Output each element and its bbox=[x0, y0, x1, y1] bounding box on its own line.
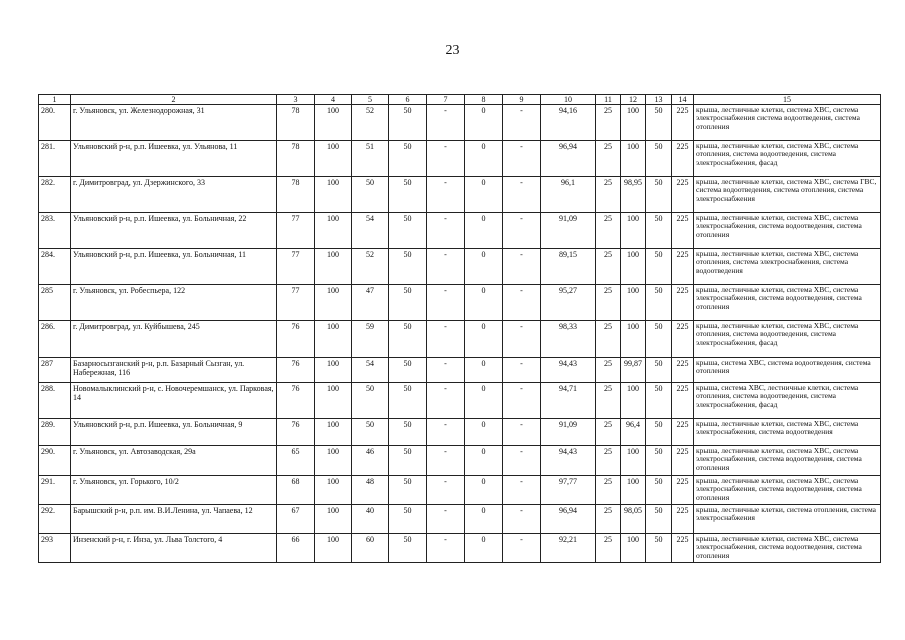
value-cell: 25 bbox=[596, 141, 621, 177]
value-cell: - bbox=[503, 105, 541, 141]
value-cell: 25 bbox=[596, 105, 621, 141]
value-cell: 78 bbox=[277, 141, 315, 177]
value-cell: - bbox=[503, 534, 541, 563]
value-cell: 91,09 bbox=[541, 213, 596, 249]
value-cell: 78 bbox=[277, 105, 315, 141]
value-cell: 0 bbox=[465, 476, 503, 505]
value-cell: 76 bbox=[277, 419, 315, 446]
value-cell: 50 bbox=[646, 534, 672, 563]
value-cell: 50 bbox=[389, 383, 427, 419]
value-cell: 50 bbox=[352, 177, 389, 213]
value-cell: - bbox=[427, 213, 465, 249]
value-cell: 100 bbox=[315, 249, 352, 285]
value-cell: 98,05 bbox=[621, 505, 646, 534]
value-cell: 52 bbox=[352, 249, 389, 285]
works-cell: крыша, лестничные клетки, система ХВС, система электроснабжения, система водоотведения, система отопления bbox=[694, 476, 881, 505]
value-cell: 0 bbox=[465, 105, 503, 141]
value-cell: 225 bbox=[672, 505, 694, 534]
value-cell: 51 bbox=[352, 141, 389, 177]
value-cell: 100 bbox=[315, 213, 352, 249]
table-row bbox=[39, 213, 881, 249]
value-cell: 225 bbox=[672, 213, 694, 249]
value-cell: 98,33 bbox=[541, 321, 596, 358]
value-cell: 100 bbox=[621, 446, 646, 476]
value-cell: 50 bbox=[646, 321, 672, 358]
table-row bbox=[39, 419, 881, 446]
value-cell: 50 bbox=[646, 105, 672, 141]
address-cell: Ульяновский р-н, р.п. Ишеевка, ул. Больничная, 11 bbox=[71, 249, 277, 285]
works-cell: крыша, лестничные клетки, система ХВС, система отопления, система водоотведения, система электроснабжения, фасад bbox=[694, 321, 881, 358]
address-cell: г. Ульяновск, ул. Горького, 10/2 bbox=[71, 476, 277, 505]
column-header: 15 bbox=[694, 95, 881, 105]
works-cell: крыша, лестничные клетки, система ХВС, система электроснабжения, система водоотведения bbox=[694, 419, 881, 446]
value-cell: 100 bbox=[315, 105, 352, 141]
value-cell: 100 bbox=[315, 321, 352, 358]
value-cell: 50 bbox=[646, 177, 672, 213]
address-cell: Новомалыклинский р-н, с. Новочеремшанск, ул. Парковая, 14 bbox=[71, 383, 277, 419]
value-cell: 77 bbox=[277, 213, 315, 249]
table-row bbox=[39, 141, 881, 177]
value-cell: 96,94 bbox=[541, 505, 596, 534]
row-number: 290. bbox=[39, 446, 71, 476]
table-row bbox=[39, 446, 881, 476]
value-cell: - bbox=[427, 476, 465, 505]
table-row bbox=[39, 105, 881, 141]
works-cell: крыша, лестничные клетки, система ХВС, система электроснабжения система водоотведения, система отопления bbox=[694, 105, 881, 141]
column-header: 12 bbox=[621, 95, 646, 105]
value-cell: 77 bbox=[277, 249, 315, 285]
value-cell: 225 bbox=[672, 446, 694, 476]
column-header: 3 bbox=[277, 95, 315, 105]
works-cell: крыша, лестничные клетки, система ХВС, система ГВС, система водоотведения, система отопления, система электроснабжения bbox=[694, 177, 881, 213]
value-cell: 50 bbox=[389, 213, 427, 249]
row-number: 284. bbox=[39, 249, 71, 285]
value-cell: 100 bbox=[315, 358, 352, 383]
value-cell: 59 bbox=[352, 321, 389, 358]
value-cell: 0 bbox=[465, 383, 503, 419]
row-number: 288. bbox=[39, 383, 71, 419]
value-cell: 94,71 bbox=[541, 383, 596, 419]
column-header: 14 bbox=[672, 95, 694, 105]
value-cell: - bbox=[503, 358, 541, 383]
column-header: 11 bbox=[596, 95, 621, 105]
address-cell: г. Ульяновск, ул. Автозаводская, 29а bbox=[71, 446, 277, 476]
value-cell: 54 bbox=[352, 213, 389, 249]
row-number: 287 bbox=[39, 358, 71, 383]
value-cell: 0 bbox=[465, 177, 503, 213]
value-cell: 76 bbox=[277, 383, 315, 419]
value-cell: - bbox=[427, 534, 465, 563]
value-cell: 225 bbox=[672, 534, 694, 563]
address-cell: г. Ульяновск, ул. Робеспьера, 122 bbox=[71, 285, 277, 321]
value-cell: 52 bbox=[352, 105, 389, 141]
value-cell: 0 bbox=[465, 249, 503, 285]
value-cell: - bbox=[503, 285, 541, 321]
value-cell: 67 bbox=[277, 505, 315, 534]
value-cell: 89,15 bbox=[541, 249, 596, 285]
value-cell: - bbox=[503, 476, 541, 505]
value-cell: 50 bbox=[352, 383, 389, 419]
value-cell: 48 bbox=[352, 476, 389, 505]
column-header: 13 bbox=[646, 95, 672, 105]
table-row bbox=[39, 476, 881, 505]
value-cell: 225 bbox=[672, 358, 694, 383]
header-row bbox=[39, 95, 881, 105]
value-cell: - bbox=[427, 141, 465, 177]
table-row bbox=[39, 177, 881, 213]
value-cell: 25 bbox=[596, 249, 621, 285]
value-cell: 68 bbox=[277, 476, 315, 505]
value-cell: 225 bbox=[672, 419, 694, 446]
address-cell: г. Димитровград, ул. Дзержинского, 33 bbox=[71, 177, 277, 213]
value-cell: 92,21 bbox=[541, 534, 596, 563]
table-row bbox=[39, 383, 881, 419]
value-cell: 60 bbox=[352, 534, 389, 563]
value-cell: 100 bbox=[621, 285, 646, 321]
value-cell: 94,16 bbox=[541, 105, 596, 141]
row-number: 286. bbox=[39, 321, 71, 358]
table-body bbox=[39, 105, 881, 563]
works-cell: крыша, лестничные клетки, система ХВС, система электроснабжения, система водоотведения, система отопления bbox=[694, 285, 881, 321]
works-cell: крыша, система ХВС, система водоотведения, система отопления bbox=[694, 358, 881, 383]
value-cell: 0 bbox=[465, 285, 503, 321]
page-number: 23 bbox=[445, 43, 460, 58]
value-cell: 50 bbox=[646, 213, 672, 249]
value-cell: 100 bbox=[315, 419, 352, 446]
value-cell: 76 bbox=[277, 358, 315, 383]
value-cell: 100 bbox=[315, 505, 352, 534]
value-cell: 100 bbox=[621, 141, 646, 177]
value-cell: 76 bbox=[277, 321, 315, 358]
value-cell: - bbox=[503, 177, 541, 213]
table-row bbox=[39, 505, 881, 534]
value-cell: 96,4 bbox=[621, 419, 646, 446]
value-cell: 225 bbox=[672, 177, 694, 213]
value-cell: 100 bbox=[315, 141, 352, 177]
value-cell: 25 bbox=[596, 534, 621, 563]
row-number: 285 bbox=[39, 285, 71, 321]
column-header: 8 bbox=[465, 95, 503, 105]
value-cell: 0 bbox=[465, 321, 503, 358]
register-table bbox=[38, 94, 881, 563]
table-row bbox=[39, 358, 881, 383]
value-cell: - bbox=[503, 249, 541, 285]
value-cell: 25 bbox=[596, 476, 621, 505]
row-number: 280. bbox=[39, 105, 71, 141]
column-header: 2 bbox=[71, 95, 277, 105]
value-cell: 0 bbox=[465, 419, 503, 446]
value-cell: 50 bbox=[646, 476, 672, 505]
value-cell: 100 bbox=[621, 249, 646, 285]
value-cell: 25 bbox=[596, 383, 621, 419]
value-cell: - bbox=[503, 446, 541, 476]
value-cell: 95,27 bbox=[541, 285, 596, 321]
value-cell: - bbox=[427, 285, 465, 321]
value-cell: 94,43 bbox=[541, 446, 596, 476]
column-header: 7 bbox=[427, 95, 465, 105]
value-cell: - bbox=[427, 177, 465, 213]
address-cell: Ульяновский р-н, р.п. Ишеевка, ул. Больничная, 9 bbox=[71, 419, 277, 446]
row-number: 283. bbox=[39, 213, 71, 249]
value-cell: 100 bbox=[315, 476, 352, 505]
value-cell: 91,09 bbox=[541, 419, 596, 446]
value-cell: 100 bbox=[315, 177, 352, 213]
value-cell: - bbox=[427, 419, 465, 446]
value-cell: 50 bbox=[646, 249, 672, 285]
value-cell: 50 bbox=[646, 141, 672, 177]
column-header: 6 bbox=[389, 95, 427, 105]
column-header: 4 bbox=[315, 95, 352, 105]
value-cell: 0 bbox=[465, 213, 503, 249]
value-cell: 225 bbox=[672, 321, 694, 358]
value-cell: 0 bbox=[465, 534, 503, 563]
value-cell: 25 bbox=[596, 177, 621, 213]
works-cell: крыша, лестничные клетки, система ХВС, система электроснабжения, система водоотведения, система отопления bbox=[694, 213, 881, 249]
value-cell: 100 bbox=[315, 285, 352, 321]
value-cell: 25 bbox=[596, 446, 621, 476]
value-cell: 0 bbox=[465, 141, 503, 177]
value-cell: 50 bbox=[646, 505, 672, 534]
works-cell: крыша, лестничные клетки, система ХВС, система электроснабжения, система водоотведения, система отопления bbox=[694, 534, 881, 563]
value-cell: 96,94 bbox=[541, 141, 596, 177]
table-row bbox=[39, 534, 881, 563]
value-cell: - bbox=[503, 419, 541, 446]
value-cell: 50 bbox=[389, 419, 427, 446]
value-cell: 225 bbox=[672, 105, 694, 141]
value-cell: - bbox=[503, 213, 541, 249]
value-cell: 25 bbox=[596, 285, 621, 321]
value-cell: - bbox=[427, 105, 465, 141]
value-cell: 47 bbox=[352, 285, 389, 321]
value-cell: 40 bbox=[352, 505, 389, 534]
address-cell: г. Димитровград, ул. Куйбышева, 245 bbox=[71, 321, 277, 358]
value-cell: 50 bbox=[389, 177, 427, 213]
value-cell: 99,87 bbox=[621, 358, 646, 383]
value-cell: 25 bbox=[596, 213, 621, 249]
value-cell: 50 bbox=[389, 446, 427, 476]
value-cell: 225 bbox=[672, 383, 694, 419]
value-cell: - bbox=[503, 505, 541, 534]
column-header: 9 bbox=[503, 95, 541, 105]
column-header: 5 bbox=[352, 95, 389, 105]
value-cell: 100 bbox=[315, 383, 352, 419]
table-row bbox=[39, 285, 881, 321]
address-cell: Ульяновский р-н, р.п. Ишеевка, ул. Ульянова, 11 bbox=[71, 141, 277, 177]
value-cell: - bbox=[427, 383, 465, 419]
value-cell: 98,95 bbox=[621, 177, 646, 213]
table-row bbox=[39, 321, 881, 358]
value-cell: 77 bbox=[277, 285, 315, 321]
value-cell: 97,77 bbox=[541, 476, 596, 505]
value-cell: - bbox=[427, 249, 465, 285]
value-cell: 54 bbox=[352, 358, 389, 383]
value-cell: 100 bbox=[621, 105, 646, 141]
works-cell: крыша, лестничные клетки, система ХВС, система отопления, система водоотведения, система электроснабжения, фасад bbox=[694, 141, 881, 177]
table-row bbox=[39, 249, 881, 285]
value-cell: - bbox=[503, 321, 541, 358]
works-cell: крыша, лестничные клетки, система ХВС, система электроснабжения, система водоотведения, система отопления bbox=[694, 446, 881, 476]
address-cell: Базарносызганский р-н, р.п. Базарный Сызган, ул. Набережная, 116 bbox=[71, 358, 277, 383]
value-cell: 100 bbox=[621, 534, 646, 563]
value-cell: 100 bbox=[621, 213, 646, 249]
works-cell: крыша, система ХВС, лестничные клетки, система отопления, система водоотведения, система электроснабжения, фасад bbox=[694, 383, 881, 419]
value-cell: 225 bbox=[672, 249, 694, 285]
row-number: 281. bbox=[39, 141, 71, 177]
value-cell: 50 bbox=[389, 321, 427, 358]
works-cell: крыша, лестничные клетки, система ХВС, система отопления, система электроснабжения, система водоотведения bbox=[694, 249, 881, 285]
value-cell: 25 bbox=[596, 505, 621, 534]
value-cell: 96,1 bbox=[541, 177, 596, 213]
value-cell: 50 bbox=[389, 534, 427, 563]
value-cell: 100 bbox=[315, 534, 352, 563]
value-cell: - bbox=[427, 446, 465, 476]
value-cell: 50 bbox=[646, 358, 672, 383]
address-cell: Ульяновский р-н, р.п. Ишеевка, ул. Больничная, 22 bbox=[71, 213, 277, 249]
row-number: 289. bbox=[39, 419, 71, 446]
value-cell: 50 bbox=[389, 505, 427, 534]
column-header: 1 bbox=[39, 95, 71, 105]
row-number: 293 bbox=[39, 534, 71, 563]
value-cell: 25 bbox=[596, 321, 621, 358]
value-cell: 100 bbox=[621, 383, 646, 419]
value-cell: 25 bbox=[596, 358, 621, 383]
value-cell: 50 bbox=[389, 141, 427, 177]
value-cell: 0 bbox=[465, 358, 503, 383]
value-cell: - bbox=[427, 358, 465, 383]
value-cell: 100 bbox=[315, 446, 352, 476]
value-cell: 0 bbox=[465, 446, 503, 476]
value-cell: 225 bbox=[672, 141, 694, 177]
value-cell: 50 bbox=[389, 249, 427, 285]
value-cell: 50 bbox=[646, 383, 672, 419]
value-cell: 65 bbox=[277, 446, 315, 476]
value-cell: - bbox=[427, 505, 465, 534]
column-header: 10 bbox=[541, 95, 596, 105]
value-cell: 50 bbox=[389, 476, 427, 505]
address-cell: Инзенский р-н, г. Инза, ул. Льва Толстого, 4 bbox=[71, 534, 277, 563]
value-cell: 225 bbox=[672, 476, 694, 505]
value-cell: 50 bbox=[389, 285, 427, 321]
value-cell: 50 bbox=[389, 105, 427, 141]
value-cell: 46 bbox=[352, 446, 389, 476]
value-cell: 50 bbox=[646, 446, 672, 476]
value-cell: - bbox=[427, 321, 465, 358]
value-cell: 0 bbox=[465, 505, 503, 534]
address-cell: г. Ульяновск, ул. Железнодорожная, 31 bbox=[71, 105, 277, 141]
value-cell: 225 bbox=[672, 285, 694, 321]
value-cell: 78 bbox=[277, 177, 315, 213]
value-cell: - bbox=[503, 141, 541, 177]
row-number: 292. bbox=[39, 505, 71, 534]
value-cell: 50 bbox=[389, 358, 427, 383]
value-cell: - bbox=[503, 383, 541, 419]
value-cell: 50 bbox=[646, 285, 672, 321]
value-cell: 50 bbox=[646, 419, 672, 446]
value-cell: 94,43 bbox=[541, 358, 596, 383]
value-cell: 100 bbox=[621, 321, 646, 358]
value-cell: 100 bbox=[621, 476, 646, 505]
row-number: 282. bbox=[39, 177, 71, 213]
row-number: 291. bbox=[39, 476, 71, 505]
value-cell: 25 bbox=[596, 419, 621, 446]
value-cell: 66 bbox=[277, 534, 315, 563]
value-cell: 50 bbox=[352, 419, 389, 446]
address-cell: Барышский р-н, р.п. им. В.И.Ленина, ул. Чапаева, 12 bbox=[71, 505, 277, 534]
works-cell: крыша, лестничные клетки, система отопления, система электроснабжения bbox=[694, 505, 881, 534]
